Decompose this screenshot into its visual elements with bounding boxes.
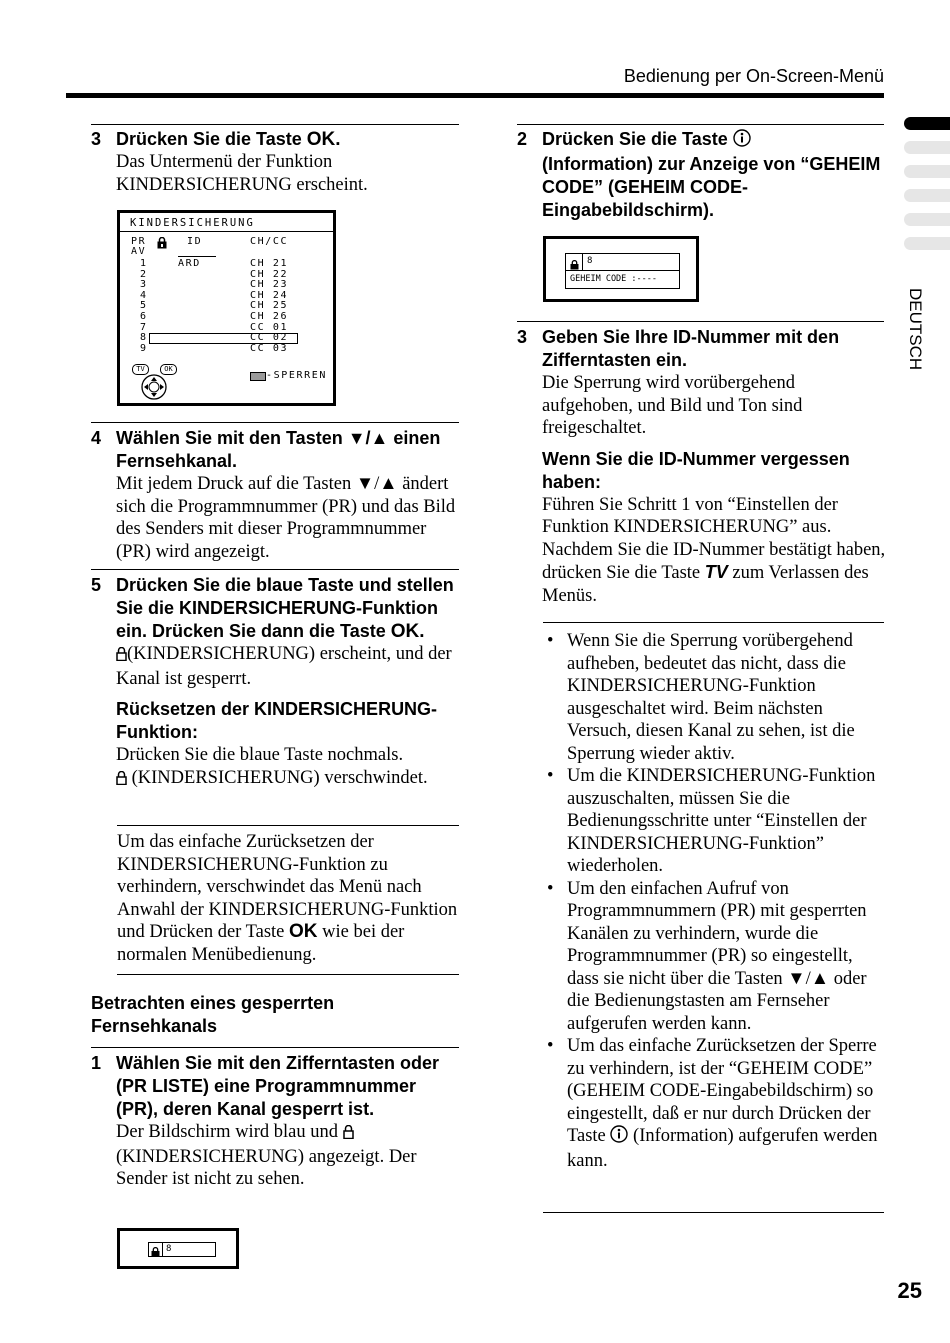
osd-tv-button: TV	[132, 364, 149, 375]
tv-key-label: TV	[704, 562, 728, 582]
divider	[91, 124, 459, 125]
osd-row-pr: 5	[140, 300, 148, 312]
sub-heading: Wenn Sie die ID-Nummer vergessen haben:	[542, 448, 850, 492]
step-heading: Wählen Sie mit den Zifferntasten oder (PR LISTE) eine Programmnummer (PR), deren Kanal gesperrt ist.	[116, 1053, 440, 1119]
chapter-tab	[904, 237, 950, 250]
osd-row-pr: 7	[140, 321, 148, 333]
osd-col-ch: CH/CC	[250, 236, 289, 247]
sub-heading: Rücksetzen der KINDERSICHERUNG-Funktion:	[116, 699, 438, 742]
list-item-text: Um das einfache Zurücksetzen der Sperre zu verhindern, ist der “GEHEIM CODE” (GEHEIM CODE-Eingabebildschirm) so eingestellt, daß er nur durch Drücken der Taste	[567, 1036, 877, 1146]
header-rule	[66, 93, 884, 98]
step-body: Mit jedem Druck auf die Tasten ▼/▲ ändert sich die Programmnummer (PR) und das Bild des Senders mit dieser Programmnummer (PR) wird angezeigt.	[116, 474, 456, 562]
note-text: Um das einfache Zurücksetzen der KINDERSICHERUNG-Funktion zu verhindern, verschwindet das Menü nach Anwahl der KINDERSICHERUNG-Funktion und Drücken der Taste	[117, 832, 458, 942]
step-heading: Wählen Sie mit den Tasten ▼/▲ einen Fernsehkanal.	[116, 428, 441, 471]
step-1-left	[91, 1052, 461, 1191]
step-heading: Geben Sie Ihre ID-Nummer mit den Zifferntasten ein.	[542, 327, 840, 370]
osd-row-ch: CH 21	[250, 258, 289, 269]
osd-row-ch: CH 23	[250, 279, 289, 291]
step-4-left	[91, 427, 461, 563]
divider	[91, 1047, 459, 1048]
osd-row-ch: CH 26	[250, 311, 289, 322]
divider	[117, 825, 459, 826]
list-item: • Um den einfachen Aufruf von Programmnummern (PR) mit gesperrten Kanälen zu verhindern, wurde die Programmnummer (PR) so eingestellt, dass sie nicht über die Tasten ▼/▲ oder die Bedienungstasten am Fernseher aufgerufen werden kann.	[543, 878, 888, 1036]
step-number: 3	[91, 129, 102, 149]
note-box	[117, 831, 462, 966]
step-3-left	[91, 128, 461, 196]
sub-body: zum Verlassen des Menüs.	[542, 563, 869, 606]
osd-row-pr: 6	[140, 311, 148, 322]
osd-row-pr: 8	[140, 332, 148, 344]
info-icon	[610, 1125, 628, 1150]
step-body: Die Sperrung wird vorübergehend aufgehoben, und Bild und Ton sind freigeschaltet.	[542, 373, 803, 438]
osd-row-ch: CC 01	[250, 321, 289, 333]
lock-icon	[570, 257, 579, 275]
step-number: 1	[91, 1053, 102, 1073]
chapter-tab-active	[904, 117, 950, 130]
osd-child-lock-menu	[117, 210, 336, 406]
osd-code-label: GEHEIM CODE :----	[570, 274, 657, 284]
osd-channel-number: 8	[587, 256, 593, 266]
info-icon	[733, 129, 751, 153]
step-body: Das Untermenü der Funktion KINDERSICHERUNG erscheint.	[116, 152, 368, 195]
chapter-tabs	[904, 117, 950, 261]
osd-menu-title: KINDERSICHERUNG	[130, 217, 255, 229]
note-text: wie bei der normalen Menübedienung.	[117, 922, 405, 965]
osd-row-ch: CC 02	[250, 332, 289, 344]
lock-icon	[151, 1244, 160, 1262]
osd-row-id: ARD	[178, 258, 201, 269]
chapter-tab	[904, 165, 950, 178]
step-body: (KINDERSICHERUNG) erscheint, und der Kanal ist gesperrt.	[116, 644, 452, 689]
osd-row-pr: 1	[140, 258, 148, 269]
osd-row-av: AV	[131, 246, 147, 257]
osd-row-ch: CH 24	[250, 289, 289, 301]
sub-body: Führen Sie Schritt 1 von “Einstellen der Funktion KINDERSICHERUNG” aus. Nachdem Sie die ID-Nummer bestätigt haben, drücken Sie die Taste	[542, 494, 886, 583]
chapter-tab	[904, 141, 950, 154]
notes-list	[543, 630, 888, 1172]
page-number: 25	[897, 1278, 922, 1303]
osd-legend-text: -SPERREN	[266, 370, 327, 381]
list-item-text: (Information) aufgerufen werden kann.	[567, 1126, 878, 1171]
dpad-icon	[138, 373, 170, 406]
osd-col-id: ID	[187, 236, 203, 247]
ok-key-label: OK.	[390, 621, 425, 642]
osd-row-ch: CC 03	[250, 342, 289, 354]
step-3-right	[517, 326, 887, 607]
lock-open-icon	[343, 1123, 354, 1146]
lock-open-icon	[116, 769, 127, 792]
osd-channel-box	[148, 1242, 216, 1257]
step-body: (KINDERSICHERUNG) angezeigt. Der Sender ist nicht zu sehen.	[116, 1146, 417, 1189]
step-number: 3	[517, 327, 528, 347]
osd-row-pr: 3	[140, 279, 148, 291]
lock-open-icon	[116, 645, 127, 668]
divider	[517, 321, 884, 322]
chapter-tab	[904, 213, 950, 226]
osd-ok-button: OK	[160, 364, 177, 375]
step-heading: Drücken Sie die Taste	[542, 129, 728, 149]
osd-row-pr: 2	[140, 268, 148, 280]
ok-key-label: OK	[289, 921, 318, 942]
osd-row-pr: 4	[140, 289, 148, 301]
divider	[91, 569, 459, 570]
osd-separator	[162, 1243, 163, 1256]
step-body: Der Bildschirm wird blau und	[116, 1122, 338, 1142]
divider	[117, 974, 459, 975]
lock-icon	[157, 236, 167, 254]
osd-row-ch: CH 25	[250, 300, 289, 312]
osd-separator	[582, 254, 583, 270]
osd-code-box	[565, 253, 680, 289]
osd-col-pr: PR	[131, 236, 147, 247]
chapter-tab	[904, 189, 950, 202]
step-5-left	[91, 574, 461, 791]
step-number: 5	[91, 575, 102, 595]
divider	[91, 422, 459, 423]
osd-channel-number: 8	[166, 1244, 172, 1254]
osd-id-underline	[178, 256, 216, 257]
blue-key-legend-swatch	[250, 372, 266, 381]
osd-locked-channel	[117, 1228, 239, 1269]
step-number: 2	[517, 129, 528, 149]
osd-separator	[566, 270, 679, 271]
osd-title-rule	[120, 231, 333, 232]
page-header-title: Bedienung per On-Screen-Menü	[623, 66, 884, 86]
osd-row-ch: CH 22	[250, 268, 289, 280]
list-item: • Wenn Sie die Sperrung vorübergehend aufheben, bedeutet das nicht, dass die KINDERSICHERUNG-Funktion ausgeschaltet wird. Beim nächsten Versuch, diesen Kanal zu sehen, ist die Sperrung wieder aktiv.	[543, 630, 888, 765]
language-label: DEUTSCH	[906, 288, 925, 371]
list-item: • Um die KINDERSICHERUNG-Funktion auszuschalten, müssen Sie die Bedienungsschritte unter “Einstellen der KINDERSICHERUNG-Funktion” wiederholen.	[543, 765, 888, 878]
divider	[543, 1212, 884, 1213]
sub-body: (KINDERSICHERUNG) verschwindet.	[131, 767, 428, 788]
step-heading: Drücken Sie die blaue Taste und stellen Sie die KINDERSICHERUNG-Funktion ein. Drücken Sie dann die Taste	[116, 575, 454, 641]
step-2-right	[517, 128, 887, 222]
step-heading: (Information) zur Anzeige von “GEHEIM CODE” (GEHEIM CODE-Eingabebildschirm).	[542, 154, 881, 220]
osd-secret-code	[543, 236, 699, 302]
section-title: Betrachten eines gesperrten Fernsehkanals	[91, 993, 335, 1036]
step-heading: Drücken Sie die Taste	[116, 129, 302, 149]
sub-body: Drücken Sie die blaue Taste nochmals.	[116, 745, 404, 765]
osd-row-pr: 9	[140, 342, 148, 354]
divider	[517, 124, 884, 125]
divider	[543, 622, 884, 623]
list-item	[543, 1035, 888, 1172]
ok-key-label: OK.	[306, 129, 341, 150]
step-number: 4	[91, 428, 102, 448]
